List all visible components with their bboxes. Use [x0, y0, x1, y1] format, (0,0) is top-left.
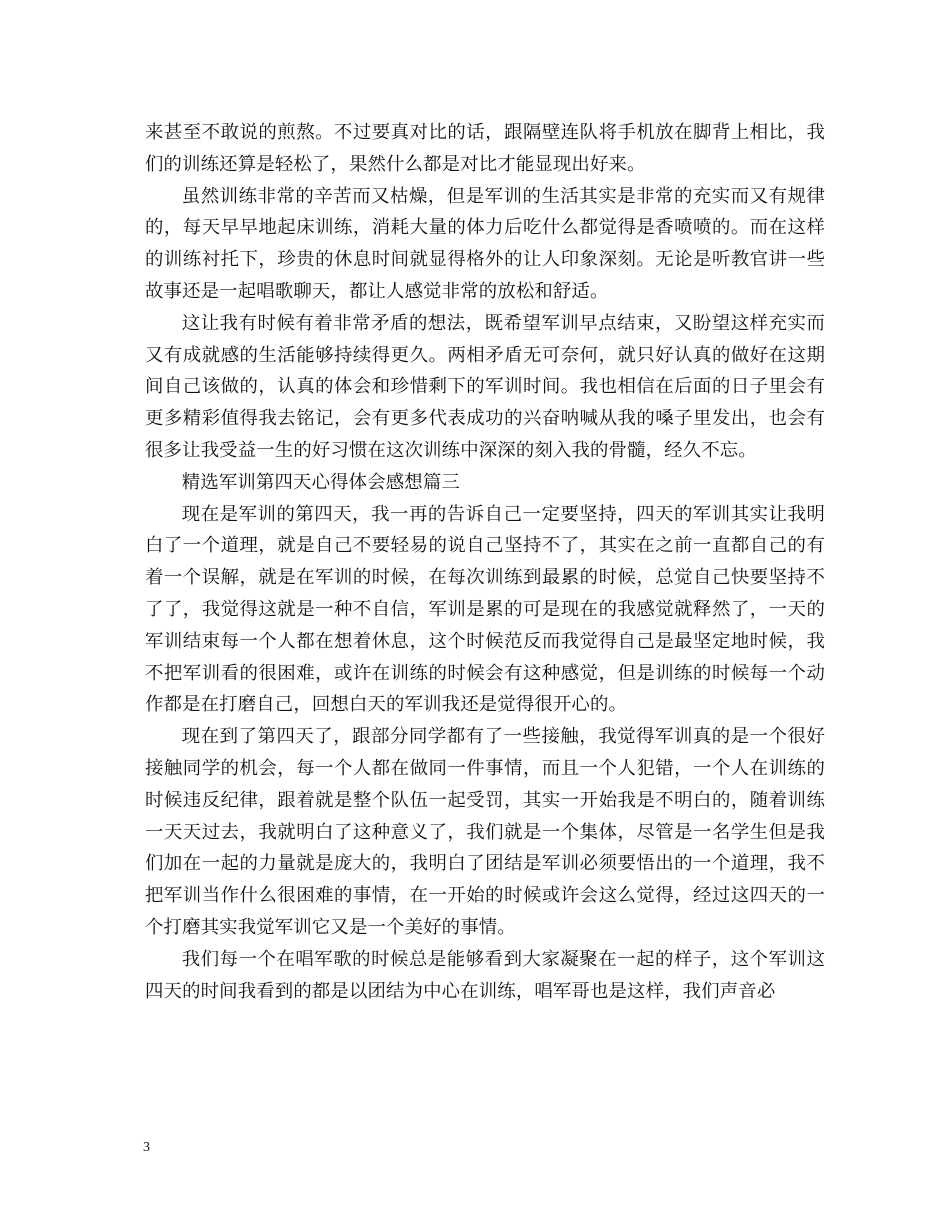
- paragraph-4: 现在是军训的第四天，我一再的告诉自己一定要坚持，四天的军训其实让我明白了一个道理，就是自己不要轻易的说自己坚持不了，其实在之前一直都自己的有着一个误解，就是在军训的时候，在每次训练到最累的时候，总觉自己快要坚持不了了，我觉得这就是一种不自信，军训是累的可是现在的我感觉就释然了，一天的军训结束每一个人都在想着休息，这个时候范反而我觉得自己是最坚定地时候，我不把军训看的很困难，或许在训练的时候会有这种感觉，但是训练的时候每一个动作都是在打磨自己，回想白天的军训我还是觉得很开心的。: [145, 503, 825, 716]
- paragraph-2: 虽然训练非常的辛苦而又枯燥，但是军训的生活其实是非常的充实而又有规律的，每天早早地起床训练，消耗大量的体力后吃什么都觉得是香喷喷的。而在这样的训练衬托下，珍贵的休息时间就显得格外的让人印象深刻。无论是听教官讲一些故事还是一起唱歌聊天，都让人感觉非常的放松和舒适。: [145, 185, 825, 302]
- paragraph-5: 现在到了第四天了，跟部分同学都有了一些接触，我觉得军训真的是一个很好接触同学的机会，每一个人都在做同一件事情，而且一个人犯错，一个人在训练的时候违反纪律，跟着就是整个队伍一起受罚，其实一开始我是不明白的，随着训练一天天过去，我就明白了这种意义了，我们就是一个集体，尽管是一名学生但是我们加在一起的力量就是庞大的，我明白了团结是军训必须要悟出的一个道理，我不把军训当作什么很困难的事情，在一开始的时候或许会这么觉得，经过这四天的一个打磨其实我觉军训它又是一个美好的事情。: [145, 726, 825, 938]
- document-body: [145, 117, 825, 1007]
- page-number: 3: [143, 1140, 150, 1155]
- paragraph-1: 来甚至不敢说的煎熬。不过要真对比的话，跟隔壁连队将手机放在脚背上相比，我们的训练还算是轻松了，果然什么都是对比才能显现出好来。: [145, 122, 825, 175]
- paragraph-6: 我们每一个在唱军歌的时候总是能够看到大家凝聚在一起的样子，这个军训这四天的时间我看到的都是以团结为中心在训练，唱军哥也是这样，我们声音必: [145, 948, 825, 1002]
- section-heading: 精选军训第四天心得体会感想篇三: [181, 471, 460, 493]
- paragraph-3: 这让我有时候有着非常矛盾的想法，既希望军训早点结束，又盼望这样充实而又有成就感的生活能够持续得更久。两相矛盾无可奈何，就只好认真的做好在这期间自己该做的，认真的体会和珍惜剩下的军训时间。我也相信在后面的日子里会有更多精彩值得我去铭记，会有更多代表成功的兴奋呐喊从我的嗓子里发出，也会有很多让我受益一生的好习惯在这次训练中深深的刻入我的骨髓，经久不忘。: [145, 312, 825, 461]
